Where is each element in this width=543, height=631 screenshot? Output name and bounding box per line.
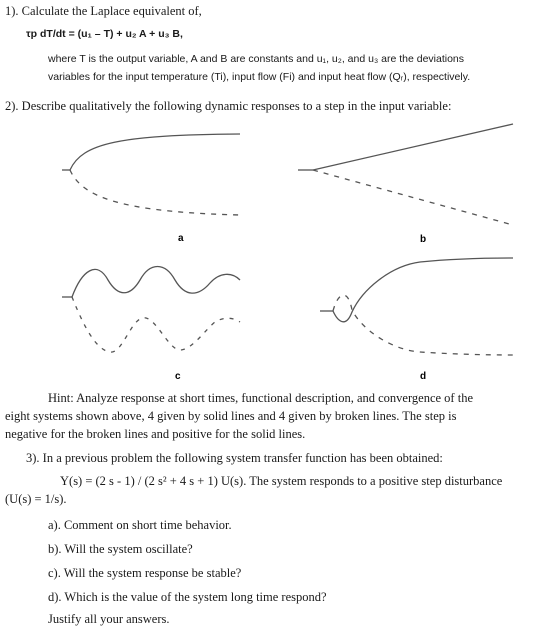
q3-title: 3). In a previous problem the following system transfer function has been obtained:	[26, 451, 443, 465]
q1-equation: τp dT/dt = (u₁ – T) + u₂ A + u₃ B,	[26, 28, 183, 40]
hint-line-1: Hint: Analyze response at short times, functional description, and convergence of the	[48, 391, 473, 405]
plot-b	[298, 124, 513, 225]
q3-part-b: b). Will the system oscillate?	[48, 542, 193, 556]
q1-where-line1: where T is the output variable, A and B are constants and u₁, u₂, and u₃ are the deviations	[48, 53, 465, 65]
plot-c	[62, 267, 240, 353]
q3-transfer-function: Y(s) = (2 s - 1) / (2 s² + 4 s + 1) U(s). The system responds to a positive step disturbance	[60, 474, 503, 488]
plot-b-dashed-line	[313, 170, 513, 225]
plot-a-solid-curve	[70, 134, 240, 170]
plot-d-dashed-curve	[333, 295, 513, 355]
plot-b-label: b	[420, 234, 427, 245]
plot-a-dashed-curve	[70, 170, 240, 215]
plot-a-label: a	[178, 233, 184, 244]
q3-part-c: c). Will the system response be stable?	[48, 566, 242, 580]
plot-c-solid-wave	[72, 267, 240, 298]
hint-line-3: negative for the broken lines and positive for the solid lines.	[5, 427, 306, 441]
plot-a	[62, 134, 240, 215]
plot-d-label: d	[420, 371, 427, 382]
q1-where-line2: variables for the input temperature (Ti), input flow (Fi) and input heat flow (Qᵣ), respectively.	[48, 71, 471, 83]
q3-part-d: d). Which is the value of the system long time respond?	[48, 590, 327, 604]
q1-title: 1). Calculate the Laplace equivalent of,	[5, 4, 202, 18]
hint-line-2: eight systems shown above, 4 given by solid lines and 4 given by broken lines. The step is	[5, 409, 457, 423]
plot-b-solid-line	[313, 124, 513, 170]
q3-justify: Justify all your answers.	[48, 612, 170, 626]
q3-part-a: a). Comment on short time behavior.	[48, 518, 232, 532]
plot-c-label: c	[175, 371, 181, 382]
q2-title: 2). Describe qualitatively the following dynamic responses to a step in the input variable:	[5, 99, 452, 113]
plot-d	[320, 258, 513, 355]
q3-step-input: (U(s) = 1/s).	[5, 492, 67, 506]
plot-d-solid-curve	[333, 258, 513, 322]
plot-c-dashed-wave	[72, 297, 240, 352]
